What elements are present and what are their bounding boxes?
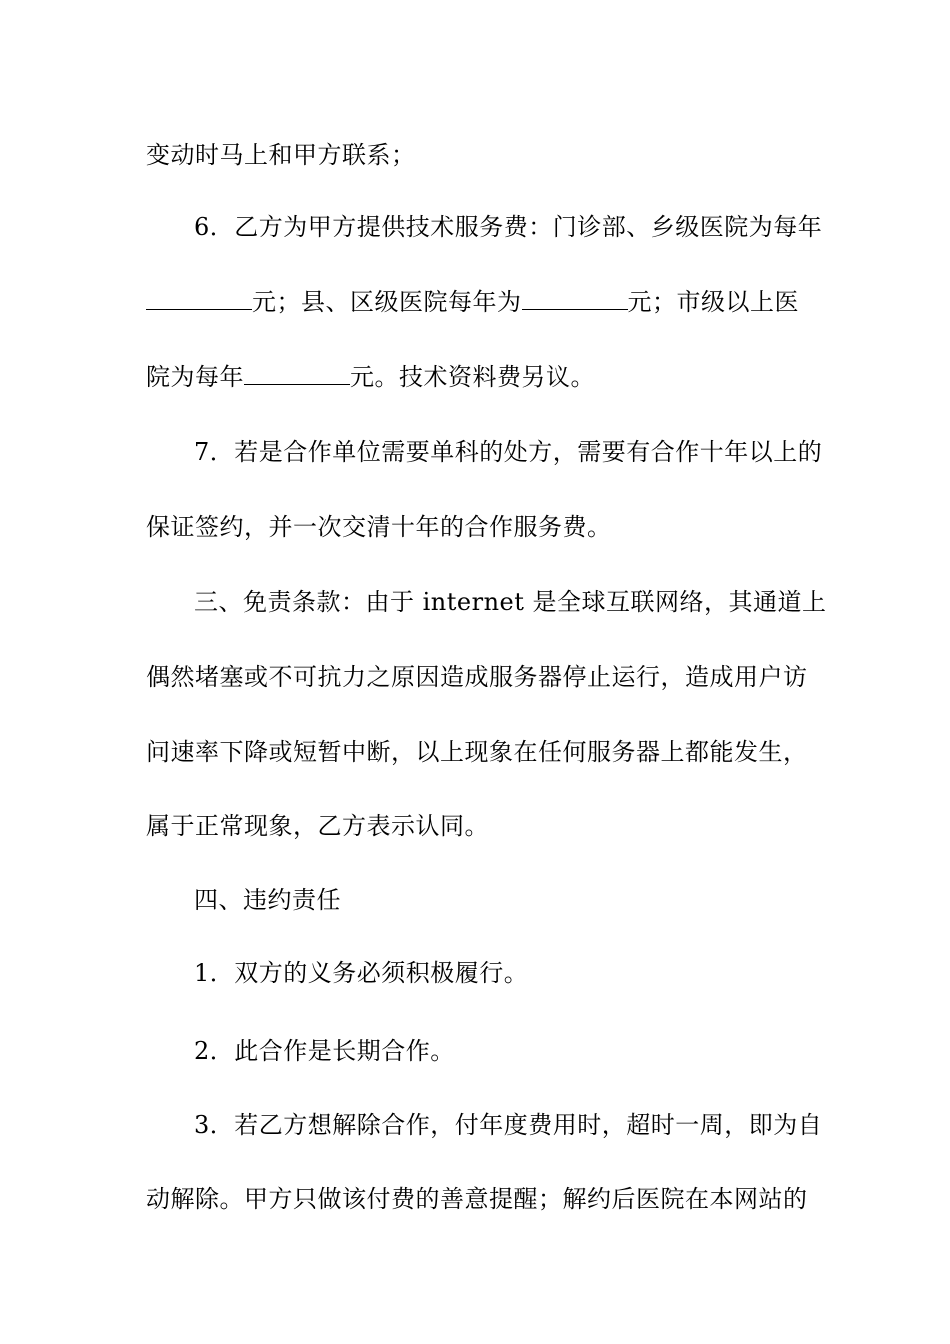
line-text: 元。技术资料费另议。 [350,363,595,391]
text-line [146,286,826,318]
line-text: 2．此合作是长期合作。 [194,1037,455,1065]
line-text: 三、免责条款：由于 internet 是全球互联网络，其通道上 [194,588,827,616]
line-text: 属于正常现象，乙方表示认同。 [146,812,489,840]
line-text: 7．若是合作单位需要单科的处方，需要有合作十年以上的 [194,438,823,466]
text-line [146,139,826,171]
text-line [146,736,826,768]
line-text: 3．若乙方想解除合作，付年度费用时，超时一周，即为自 [194,1111,823,1139]
text-line [194,1035,874,1067]
line-text: 院为每年 [146,363,244,391]
text-line [194,1109,874,1141]
line-text: 6．乙方为甲方提供技术服务费：门诊部、乡级医院为每年 [194,213,823,241]
text-line [194,884,874,916]
line-text: 四、违约责任 [194,886,341,914]
text-line [146,1183,826,1215]
text-line [146,361,826,393]
text-line [146,661,826,693]
blank-fill-line [244,362,350,385]
text-line [146,511,826,543]
line-text: 元；市级以上医 [627,288,799,316]
text-line [194,586,874,618]
line-text: 保证签约，并一次交清十年的合作服务费。 [146,513,612,541]
text-line [194,211,874,243]
text-line [194,957,874,989]
line-text: 元；县、区级医院每年为 [252,288,522,316]
text-line [146,810,826,842]
line-text: 偶然堵塞或不可抗力之原因造成服务器停止运行，造成用户访 [146,663,808,691]
line-text: 动解除。甲方只做该付费的善意提醒；解约后医院在本网站的 [146,1185,808,1213]
line-text: 问速率下降或短暂中断，以上现象在任何服务器上都能发生， [146,738,808,766]
blank-fill-line [146,287,252,310]
text-line [194,436,874,468]
blank-fill-line [522,287,628,310]
line-text: 1．双方的义务必须积极履行。 [194,959,529,987]
line-text: 变动时马上和甲方联系； [146,141,416,169]
